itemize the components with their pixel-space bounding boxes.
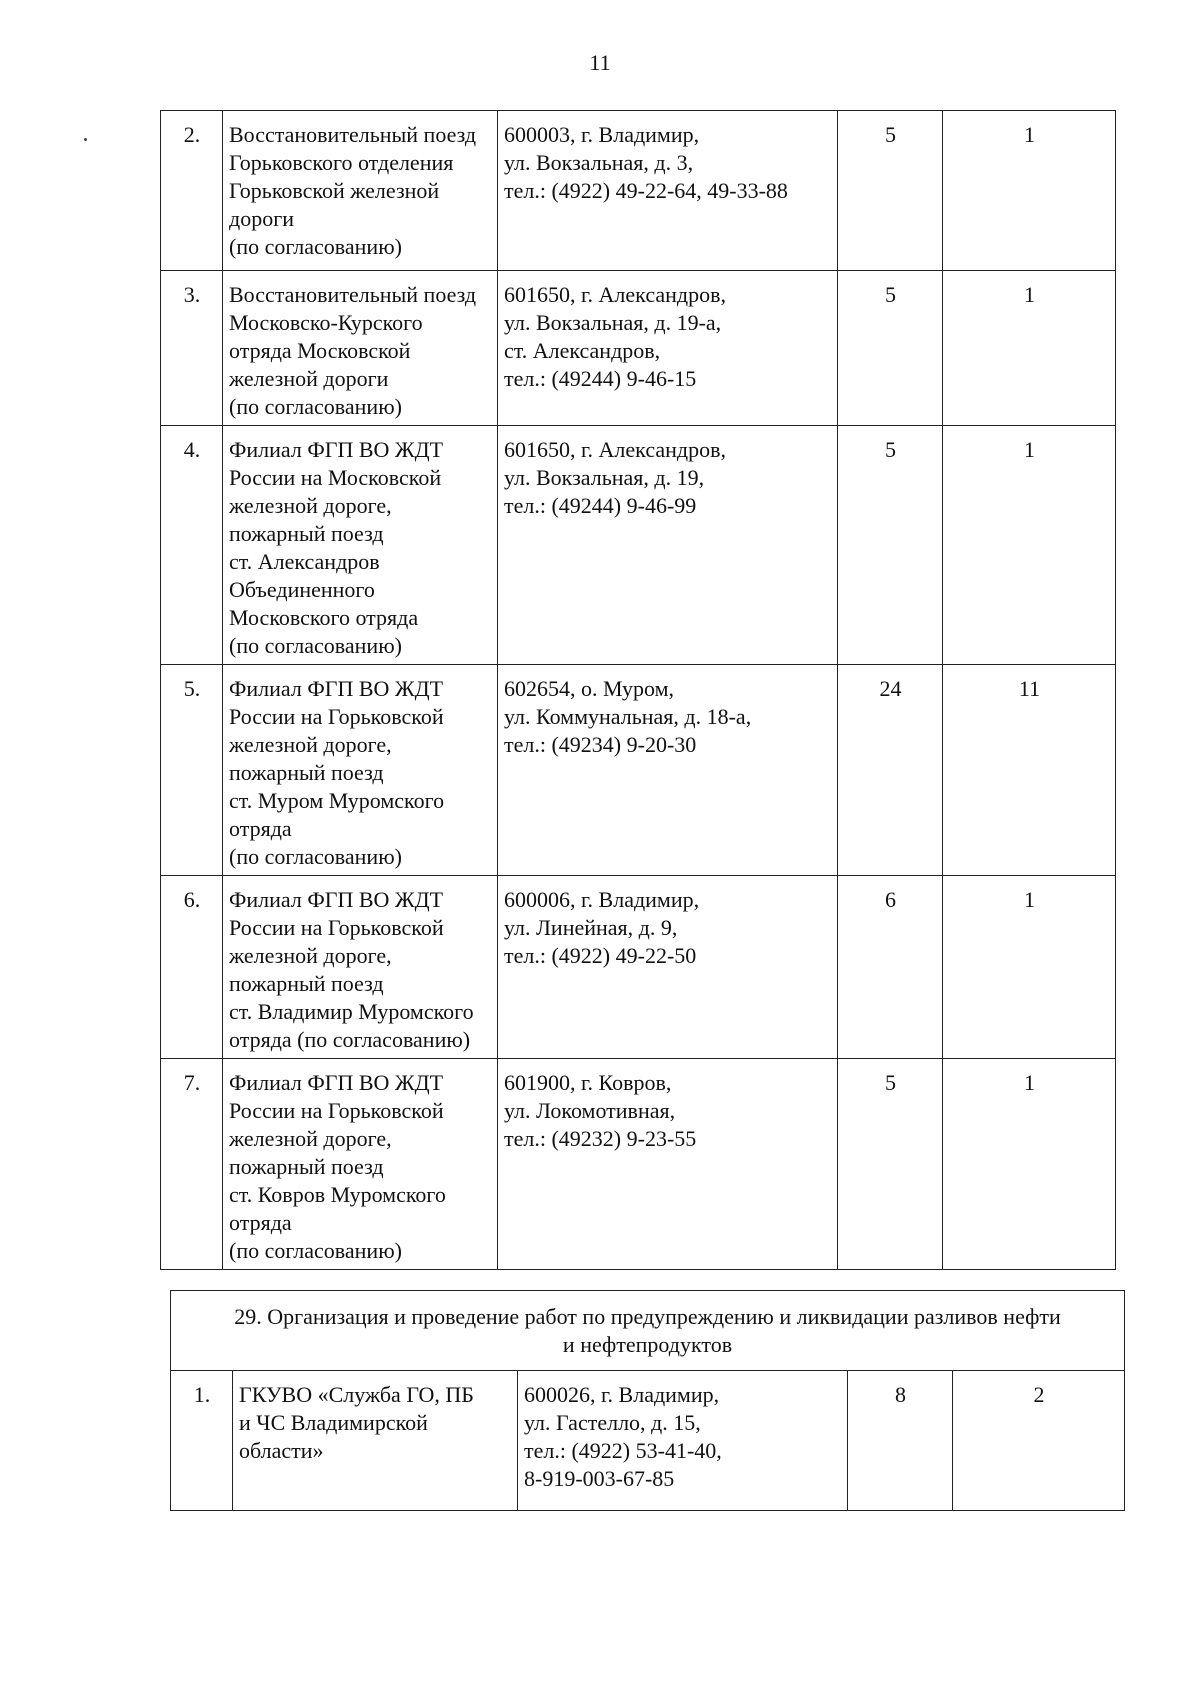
cell-line: Филиал ФГП ВО ЖДТ — [229, 676, 444, 701]
cell-line: Московского отряда — [229, 605, 419, 630]
cell-line: области» — [239, 1438, 324, 1463]
organization-address — [498, 426, 838, 665]
count-b: 1 — [943, 876, 1116, 1059]
count-b: 1 — [943, 111, 1116, 271]
cell-line: отряда Московской — [229, 338, 411, 363]
cell-line: (по согласованию) — [229, 234, 402, 259]
cell-line: железной дороге, — [229, 1126, 392, 1151]
count-b: 2 — [953, 1371, 1125, 1511]
cell-line: ул. Гастелло, д. 15, — [524, 1410, 701, 1435]
cell-line: Восстановительный поезд — [229, 282, 477, 307]
cell-line: тел.: (49244) 9-46-15 — [504, 366, 697, 391]
section-heading-line: 29. Организация и проведение работ по предупреждению и ликвидации разливов нефти — [234, 1304, 1061, 1329]
row-number: 4. — [161, 426, 223, 665]
cell-line: 601650, г. Александров, — [504, 437, 726, 462]
cell-line: пожарный поезд — [229, 971, 384, 996]
row-number: 3. — [161, 271, 223, 426]
cell-line: ул. Линейная, д. 9, — [504, 915, 678, 940]
organization-name — [223, 876, 498, 1059]
cell-line: Горьковской железной — [229, 178, 440, 203]
row-number: 5. — [161, 665, 223, 876]
organization-address — [498, 271, 838, 426]
cell-line: Филиал ФГП ВО ЖДТ — [229, 437, 444, 462]
count-a: 6 — [838, 876, 943, 1059]
table-row — [161, 271, 1116, 426]
cell-line: ст. Муром Муромского — [229, 788, 445, 813]
cell-line: 600006, г. Владимир, — [504, 887, 700, 912]
cell-line: железной дороге, — [229, 493, 392, 518]
organization-address — [498, 111, 838, 271]
organization-name — [233, 1371, 518, 1511]
cell-line: тел.: (4922) 49-22-64, 49-33-88 — [504, 178, 788, 203]
cell-line: тел.: (49232) 9-23-55 — [504, 1126, 697, 1151]
cell-line: России на Московской — [229, 465, 442, 490]
row-number: 7. — [161, 1059, 223, 1270]
table-row — [161, 426, 1116, 665]
count-b: 1 — [943, 1059, 1116, 1270]
organization-name — [223, 271, 498, 426]
organization-address — [498, 876, 838, 1059]
cell-line: ул. Вокзальная, д. 19-а, — [504, 310, 722, 335]
cell-line: ул. Вокзальная, д. 19, — [504, 465, 705, 490]
cell-line: отряда — [229, 816, 292, 841]
cell-line: ул. Локомотивная, — [504, 1098, 676, 1123]
cell-line: Горьковского отделения — [229, 150, 454, 175]
cell-line: ст. Ковров Муромского — [229, 1182, 446, 1207]
cell-line: России на Горьковской — [229, 704, 444, 729]
oil-spill-section-table — [170, 1290, 1125, 1511]
cell-line: ст. Владимир Муромского — [229, 999, 474, 1024]
cell-line: пожарный поезд — [229, 521, 384, 546]
count-a: 5 — [838, 111, 943, 271]
cell-line: дороги — [229, 206, 294, 231]
table-row — [161, 876, 1116, 1059]
cell-line: и ЧС Владимирской — [239, 1410, 428, 1435]
cell-line: Восстановительный поезд — [229, 122, 477, 147]
cell-line: Филиал ФГП ВО ЖДТ — [229, 1070, 444, 1095]
count-a: 24 — [838, 665, 943, 876]
row-number: 2. — [161, 111, 223, 271]
cell-line: железной дороги — [229, 366, 389, 391]
cell-line: железной дороге, — [229, 943, 392, 968]
organization-name — [223, 665, 498, 876]
row-number: 6. — [161, 876, 223, 1059]
table-row — [171, 1371, 1125, 1511]
count-a: 5 — [838, 426, 943, 665]
cell-line: отряда (по согласованию) — [229, 1027, 471, 1052]
section-heading-line: и нефтепродуктов — [562, 1332, 733, 1357]
organization-address — [498, 1059, 838, 1270]
page-number: 11 — [589, 50, 611, 75]
cell-line: Филиал ФГП ВО ЖДТ — [229, 887, 444, 912]
organization-name — [223, 1059, 498, 1270]
cell-line: (по согласованию) — [229, 633, 402, 658]
cell-line: ул. Вокзальная, д. 3, — [504, 150, 694, 175]
table-row — [161, 1059, 1116, 1270]
organization-address — [498, 665, 838, 876]
cell-line: Московско-Курского — [229, 310, 423, 335]
count-b: 1 — [943, 271, 1116, 426]
count-b: 1 — [943, 426, 1116, 665]
stray-ink-dot — [84, 138, 87, 141]
cell-line: ст. Александров, — [504, 338, 661, 363]
cell-line: тел.: (49244) 9-46-99 — [504, 493, 697, 518]
count-b: 11 — [943, 665, 1116, 876]
cell-line: ул. Коммунальная, д. 18-а, — [504, 704, 752, 729]
cell-line: пожарный поезд — [229, 760, 384, 785]
cell-line: 601650, г. Александров, — [504, 282, 726, 307]
cell-line: 602654, о. Муром, — [504, 676, 675, 701]
organization-name — [223, 426, 498, 665]
cell-line: России на Горьковской — [229, 1098, 444, 1123]
count-a: 5 — [838, 1059, 943, 1270]
organizations-table — [160, 110, 1116, 1270]
count-a: 8 — [848, 1371, 953, 1511]
row-number: 1. — [171, 1371, 233, 1511]
cell-line: отряда — [229, 1210, 292, 1235]
cell-line: пожарный поезд — [229, 1154, 384, 1179]
cell-line: тел.: (4922) 49-22-50 — [504, 943, 697, 968]
cell-line: (по согласованию) — [229, 1238, 402, 1263]
cell-line: тел.: (4922) 53-41-40, — [524, 1438, 722, 1463]
section-heading — [171, 1291, 1125, 1371]
organization-name — [223, 111, 498, 271]
table-row — [161, 665, 1116, 876]
cell-line: ст. Александров — [229, 549, 380, 574]
cell-line: ГКУВО «Служба ГО, ПБ — [239, 1382, 474, 1407]
cell-line: 8-919-003-67-85 — [524, 1466, 675, 1491]
cell-line: 601900, г. Ковров, — [504, 1070, 672, 1095]
cell-line: 600026, г. Владимир, — [524, 1382, 720, 1407]
cell-line: Объединенного — [229, 577, 375, 602]
table-row — [161, 111, 1116, 271]
cell-line: (по согласованию) — [229, 844, 402, 869]
count-a: 5 — [838, 271, 943, 426]
cell-line: 600003, г. Владимир, — [504, 122, 700, 147]
cell-line: тел.: (49234) 9-20-30 — [504, 732, 697, 757]
cell-line: (по согласованию) — [229, 394, 402, 419]
organization-address — [518, 1371, 848, 1511]
section-heading-row — [171, 1291, 1125, 1371]
cell-line: железной дороге, — [229, 732, 392, 757]
cell-line: России на Горьковской — [229, 915, 444, 940]
